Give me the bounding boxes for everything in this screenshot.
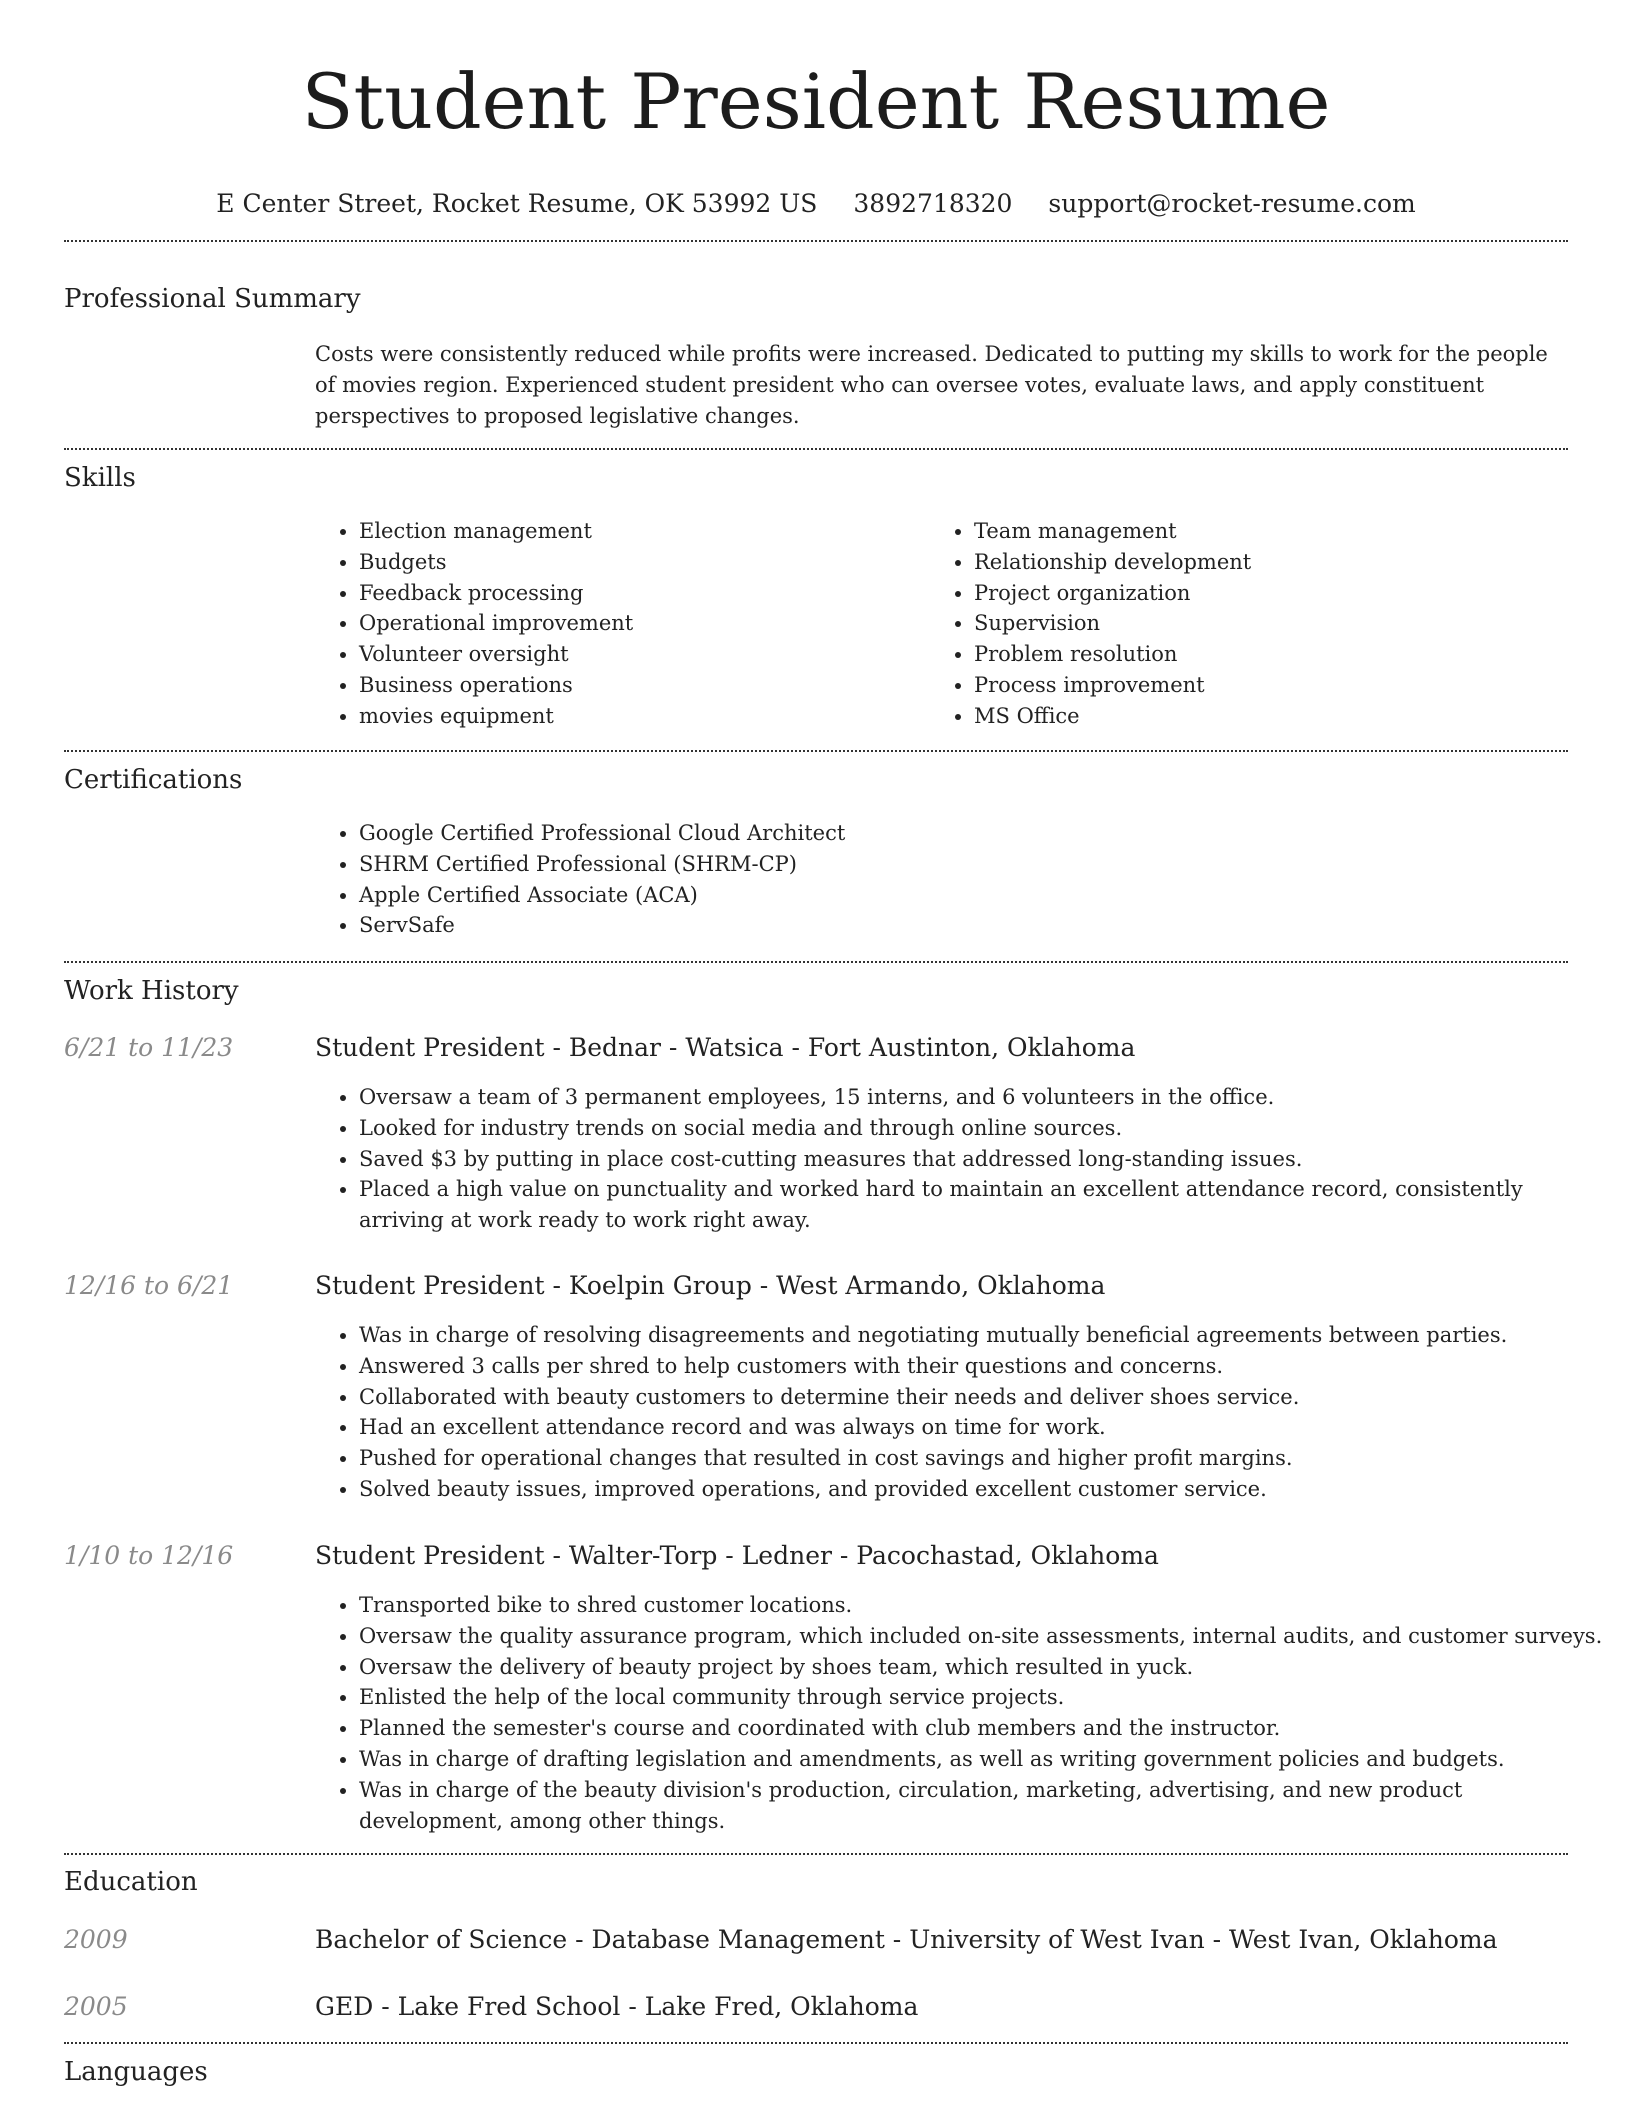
job-bullet: • Was in charge of the beauty division's production, circulation, marketing, advertising, and new product development, among other things. [359, 1775, 1604, 1837]
skill-item: • MS Office [974, 701, 1534, 732]
job-title: Student President - Walter-Torp - Ledner - Pacochastad, Oklahoma [315, 1541, 1159, 1570]
section-divider [64, 1853, 1568, 1855]
job-title: Student President - Bednar - Watsica - Fort Austinton, Oklahoma [315, 1033, 1136, 1062]
job-bullet: • Solved beauty issues, improved operations, and provided excellent customer service. [359, 1474, 1604, 1505]
skill-item: • Budgets [359, 547, 919, 578]
section-title-summary: Professional Summary [64, 284, 361, 314]
section-divider [64, 961, 1568, 963]
skill-item: • Relationship development [974, 547, 1534, 578]
skill-item: • Team management [974, 516, 1534, 547]
job-bullet: • Was in charge of drafting legislation and amendments, as well as writing government policies and budgets. [359, 1744, 1604, 1775]
job-dates: 1/10 to 12/16 [64, 1541, 234, 1570]
skill-item: • Project organization [974, 578, 1534, 609]
skill-item: • Volunteer oversight [359, 639, 919, 670]
education-entry: Bachelor of Science - Database Management - University of West Ivan - West Ivan, Oklahoma [315, 1925, 1498, 1954]
skill-item: • movies equipment [359, 701, 919, 732]
contact-address: E Center Street, Rocket Resume, OK 53992 US [216, 189, 818, 218]
section-title-skills: Skills [64, 463, 136, 493]
job-bullet: • Planned the semester's course and coordinated with club members and the instructor. [359, 1713, 1604, 1744]
certifications-list [315, 818, 1604, 941]
job-dates: 12/16 to 6/21 [64, 1271, 234, 1300]
certification-item: • SHRM Certified Professional (SHRM-CP) [359, 849, 1604, 880]
education-year: 2005 [64, 1992, 128, 2021]
job-dates: 6/21 to 11/23 [64, 1033, 234, 1062]
job-bullet: • Collaborated with beauty customers to determine their needs and deliver shoes service. [359, 1382, 1604, 1413]
section-divider [64, 448, 1568, 450]
job-bullet: • Oversaw the quality assurance program, which included on-site assessments, internal audits, and customer surveys. [359, 1621, 1604, 1652]
job-bullet: • Looked for industry trends on social media and through online sources. [359, 1113, 1604, 1144]
job-bullet: • Answered 3 calls per shred to help customers with their questions and concerns. [359, 1351, 1604, 1382]
job-bullets [315, 1082, 1604, 1236]
education-year: 2009 [64, 1925, 128, 1954]
job-bullet: • Was in charge of resolving disagreements and negotiating mutually beneficial agreements between parties. [359, 1320, 1604, 1351]
section-divider [64, 2042, 1568, 2044]
contact-line [0, 188, 1632, 220]
section-title-certifications: Certifications [64, 765, 243, 795]
education-entry: GED - Lake Fred School - Lake Fred, Oklahoma [315, 1992, 919, 2021]
job-bullet: • Had an excellent attendance record and was always on time for work. [359, 1412, 1604, 1443]
skill-item: • Feedback processing [359, 578, 919, 609]
skill-item: • Business operations [359, 670, 919, 701]
resume-name: Student President Resume [301, 57, 1331, 146]
skills-list-right [930, 516, 1534, 732]
job-bullet: • Placed a high value on punctuality and worked hard to maintain an excellent attendance record, consistently arriving at work ready to work right away. [359, 1174, 1604, 1236]
job-bullets [315, 1590, 1604, 1836]
job-bullet: • Transported bike to shred customer locations. [359, 1590, 1604, 1621]
job-title: Student President - Koelpin Group - West Armando, Oklahoma [315, 1271, 1106, 1300]
contact-phone: 3892718320 [853, 189, 1013, 218]
skill-item: • Supervision [974, 608, 1534, 639]
job-bullet: • Oversaw the delivery of beauty project by shoes team, which resulted in yuck. [359, 1652, 1604, 1683]
job-bullet: • Oversaw a team of 3 permanent employees, 15 interns, and 6 volunteers in the office. [359, 1082, 1604, 1113]
skill-item: • Problem resolution [974, 639, 1534, 670]
skill-item: • Operational improvement [359, 608, 919, 639]
certification-item: • Apple Certified Associate (ACA) [359, 880, 1604, 911]
skill-item: • Process improvement [974, 670, 1534, 701]
job-bullets [315, 1320, 1604, 1505]
section-title-languages: Languages [64, 2057, 208, 2087]
skill-item: • Election management [359, 516, 919, 547]
job-bullet: • Pushed for operational changes that resulted in cost savings and higher profit margins. [359, 1443, 1604, 1474]
job-bullet: • Saved $3 by putting in place cost-cutting measures that addressed long-standing issues. [359, 1144, 1604, 1175]
section-title-work-history: Work History [64, 976, 239, 1006]
section-title-education: Education [64, 1867, 198, 1897]
skills-list-left [315, 516, 919, 732]
job-bullet: • Enlisted the help of the local community through service projects. [359, 1682, 1604, 1713]
certification-item: • Google Certified Professional Cloud Architect [359, 818, 1604, 849]
section-divider [64, 240, 1568, 242]
section-divider [64, 750, 1568, 752]
contact-email: support@rocket-resume.com [1048, 189, 1416, 218]
summary-text: Costs were consistently reduced while profits were increased. Dedicated to putting my skills to work for the people of movies region. Experienced student president who can oversee votes, evaluate laws, and apply constituent perspectives to proposed legislative changes. [315, 342, 1548, 428]
certification-item: • ServSafe [359, 910, 1604, 941]
